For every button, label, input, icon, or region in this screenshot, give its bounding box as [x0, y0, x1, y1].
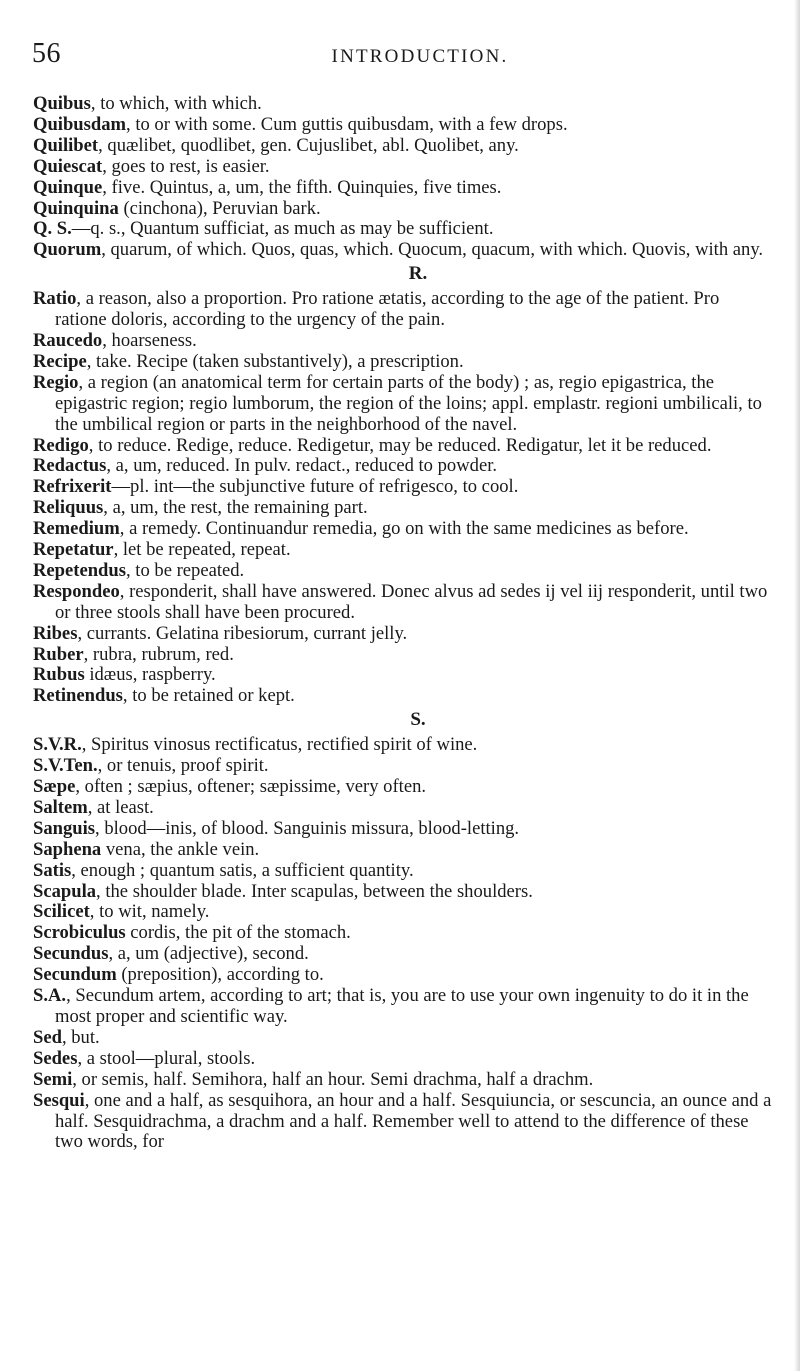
glossary-entry: [33, 240, 773, 261]
entry-headword: Remedium: [33, 518, 120, 540]
glossary-entry: [33, 94, 773, 115]
glossary-entry: [33, 199, 773, 220]
entry-definition: , at least.: [87, 796, 154, 818]
glossary-entry: [33, 582, 773, 624]
entry-headword: Repetatur: [33, 539, 114, 561]
entry-headword: S.V.R.: [33, 734, 82, 756]
entry-definition: (cinchona), Peruvian bark.: [118, 197, 321, 219]
entry-definition: —pl. int—the subjunctive future of refrigesco, to cool.: [111, 476, 519, 498]
entry-headword: Respondeo: [33, 580, 120, 602]
glossary-entry: [33, 540, 773, 561]
entry-headword: Scilicet: [33, 901, 90, 923]
entry-headword: Sanguis: [33, 817, 96, 839]
entry-definition: , to be retained or kept.: [122, 685, 295, 707]
entry-definition: , a reason, also a proportion. Pro ratione ætatis, according to the age of the patient. Pro ratione doloris, according to the urgency of the pain.: [55, 288, 720, 331]
glossary-entry: [33, 923, 773, 944]
glossary-entry: [33, 289, 773, 331]
entry-headword: Sedes: [33, 1047, 78, 1069]
entry-definition: , but.: [61, 1026, 100, 1048]
entry-definition: , goes to rest, is easier.: [102, 155, 270, 177]
entry-definition: , to reduce. Redige, reduce. Redigetur, may be reduced. Redigatur, let it be reduced.: [88, 434, 712, 456]
entry-headword: Secundum: [33, 964, 117, 986]
entry-definition: , hoarseness.: [102, 329, 197, 351]
entry-definition: , take. Recipe (taken substantively), a prescription.: [86, 350, 464, 372]
entry-headword: Q. S.: [33, 218, 72, 240]
entry-definition: , Spiritus vinosus rectificatus, rectified spirit of wine.: [81, 734, 478, 756]
entry-headword: Scrobiculus: [33, 922, 126, 944]
glossary-entry: [33, 902, 773, 923]
entry-definition: , five. Quintus, a, um, the fifth. Quinquies, five times.: [102, 176, 502, 198]
entry-headword: Sesqui: [33, 1089, 85, 1111]
running-head: INTRODUCTION.: [331, 46, 509, 67]
entry-headword: Quinquina: [33, 197, 119, 219]
entry-headword: Saphena: [33, 838, 102, 860]
glossary-entry: [33, 115, 773, 136]
entry-definition: , one and a half, as sesquihora, an hour and a half. Sesquiuncia, or sescuncia, an ounce and a half. Sesquidrachma, a drachm and a half. Remember well to attend to the difference of these two words, for: [55, 1089, 772, 1153]
glossary-entry: [33, 331, 773, 352]
entries-q: [33, 94, 773, 261]
entry-definition: , quarum, of which. Quos, quas, which. Quocum, quacum, with which. Quovis, with any.: [101, 239, 764, 261]
entry-definition: , a stool—plural, stools.: [77, 1047, 256, 1069]
entry-definition: , a, um, reduced. In pulv. redact., reduced to powder.: [106, 455, 498, 477]
glossary-entry: [33, 777, 773, 798]
section-heading-s: S.: [410, 709, 426, 731]
entry-headword: Sæpe: [33, 776, 76, 797]
entry-definition: , to wit, namely.: [89, 901, 210, 923]
entry-headword: S.A.: [33, 985, 67, 1007]
glossary-entry: [33, 1091, 773, 1154]
glossary-entry: [33, 819, 773, 840]
glossary-entry: [33, 561, 773, 582]
glossary-entry: [33, 624, 773, 645]
glossary-entry: [33, 456, 773, 477]
entry-headword: Ruber: [33, 643, 84, 665]
entry-definition: , a region (an anatomical term for certain parts of the body) ; as, regio epigastrica, the epigastric region; regio lumborum, the region of the loins; appl. emplastr. regioni umbilicali, to the umbilical region or parts in the neighborhood of the navel.: [55, 371, 762, 435]
entry-headword: Saltem: [33, 796, 88, 818]
section-heading-r: R.: [408, 263, 428, 285]
glossary-entry: [33, 882, 773, 903]
entry-definition: , blood—inis, of blood. Sanguinis missura, blood-letting.: [95, 817, 520, 839]
entry-definition: , responderit, shall have answered. Donec alvus ad sedes ij vel iij responderit, until two or three stools shall have been procured.: [55, 580, 768, 623]
glossary-entry: [33, 944, 773, 965]
glossary-entry: [33, 645, 773, 666]
entry-definition: —q. s., Quantum sufficiat, as much as may be sufficient.: [71, 218, 494, 240]
glossary-entry: [33, 136, 773, 157]
entry-headword: Quiescat: [33, 155, 103, 177]
entry-definition: , a, um, the rest, the remaining part.: [103, 497, 368, 519]
entry-headword: Quibus: [33, 93, 91, 114]
glossary-entry: [33, 352, 773, 373]
entry-definition: , enough ; quantum satis, a sufficient quantity.: [71, 859, 414, 881]
entry-headword: Redactus: [33, 455, 107, 477]
entry-headword: Quilibet: [33, 134, 99, 156]
entry-definition: , often ; sæpius, oftener; sæpissime, very often.: [75, 776, 427, 797]
glossary-entry: [33, 965, 773, 986]
entry-headword: S.V.Ten.: [33, 755, 98, 777]
glossary-entry: [33, 735, 773, 756]
entry-definition: vena, the ankle vein.: [101, 838, 260, 860]
entry-definition: , let be repeated, repeat.: [113, 539, 291, 561]
entry-definition: (preposition), according to.: [116, 964, 324, 986]
glossary-entry: [33, 498, 773, 519]
entry-headword: Semi: [33, 1068, 73, 1090]
entry-definition: , currants. Gelatina ribesiorum, currant jelly.: [77, 622, 408, 644]
glossary-body: [33, 94, 773, 1153]
entry-definition: , or semis, half. Semihora, half an hour. Semi drachma, half a drachm.: [72, 1068, 594, 1090]
entries-s: [33, 735, 773, 1153]
entry-headword: Rubus: [33, 664, 85, 686]
glossary-entry: [33, 798, 773, 819]
entry-headword: Refrixerit: [33, 476, 112, 498]
glossary-entry: [33, 986, 773, 1028]
entry-headword: Sed: [33, 1026, 62, 1048]
page-edge-shadow: [794, 0, 800, 1371]
entry-definition: , or tenuis, proof spirit.: [97, 755, 269, 777]
entry-definition: , rubra, rubrum, red.: [83, 643, 234, 665]
glossary-entry: [33, 665, 773, 686]
glossary-entry: [33, 477, 773, 498]
glossary-entry: [33, 519, 773, 540]
entry-definition: , quælibet, quodlibet, gen. Cujuslibet, abl. Quolibet, any.: [98, 134, 519, 156]
entry-definition: , to which, with which.: [90, 93, 262, 114]
glossary-entry: [33, 219, 773, 240]
entry-definition: , to or with some. Cum guttis quibusdam, with a few drops.: [126, 113, 568, 135]
entry-headword: Repetendus: [33, 559, 126, 581]
entries-r: [33, 289, 773, 707]
entry-headword: Quibusdam: [33, 113, 127, 135]
entry-headword: Ribes: [33, 622, 78, 644]
page-number: 56: [32, 38, 61, 69]
entry-definition: , a, um (adjective), second.: [108, 943, 309, 965]
entry-definition: , Secundum artem, according to art; that is, you are to use your own ingenuity to do it in the most proper and scientific way.: [55, 985, 749, 1027]
entry-definition: cordis, the pit of the stomach.: [125, 922, 351, 944]
entry-definition: , to be repeated.: [125, 559, 245, 581]
entry-headword: Retinendus: [33, 685, 123, 707]
entry-headword: Secundus: [33, 943, 109, 965]
entry-headword: Satis: [33, 859, 72, 881]
glossary-entry: [33, 861, 773, 882]
glossary-entry: [33, 756, 773, 777]
glossary-entry: [33, 1049, 773, 1070]
glossary-entry: [33, 1028, 773, 1049]
entry-definition: idæus, raspberry.: [84, 664, 216, 686]
entry-definition: , a remedy. Continuandur remedia, go on with the same medicines as before.: [119, 518, 689, 540]
entry-headword: Redigo: [33, 434, 89, 456]
entry-headword: Scapula: [33, 880, 97, 902]
entry-headword: Recipe: [33, 350, 87, 372]
entry-headword: Regio: [33, 371, 79, 393]
entry-headword: Quorum: [33, 239, 102, 261]
glossary-entry: [33, 178, 773, 199]
glossary-entry: [33, 373, 773, 436]
glossary-entry: [33, 686, 773, 707]
entry-headword: Ratio: [33, 288, 77, 310]
glossary-entry: [33, 1070, 773, 1091]
entry-headword: Reliquus: [33, 497, 104, 519]
glossary-entry: [33, 840, 773, 861]
entry-headword: Quinque: [33, 176, 103, 198]
glossary-entry: [33, 157, 773, 178]
entry-headword: Raucedo: [33, 329, 103, 351]
entry-definition: , the shoulder blade. Inter scapulas, between the shoulders.: [96, 880, 533, 902]
glossary-entry: [33, 436, 773, 457]
